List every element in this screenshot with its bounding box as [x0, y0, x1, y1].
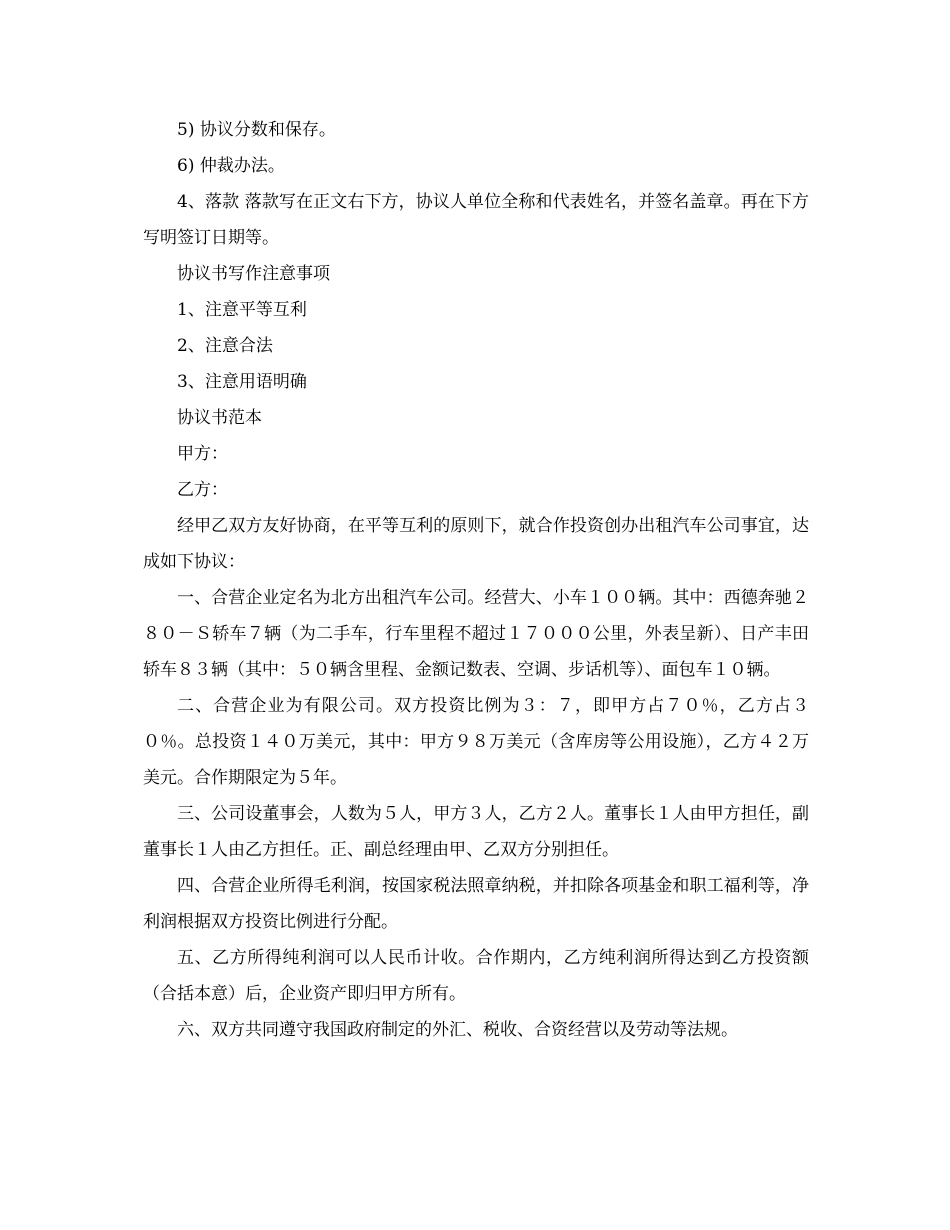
clause-4: 四、合营企业所得毛利润，按国家税法照章纳税，并扣除各项基金和职工福利等，净利润根据双方投资比例进行分配。 — [143, 876, 809, 932]
note-3-clarity: 3、注意用语明确 — [177, 372, 307, 392]
party-a: 甲方： — [177, 444, 228, 464]
heading-template: 协议书范本 — [177, 408, 262, 428]
clause-1: 一、合营企业定名为北方出租汽车公司。经营大、小车１００辆。其中：西德奔驰２８０－Ｓ轿车７辆（为二手车，行车里程不超过１７０００公里，外表呈新）、日产丰田轿车８３辆（其中：５０辆含里程、金额记数表、空调、步话机等）、面包车１０辆。 — [143, 588, 809, 680]
clause-3: 三、公司设董事会，人数为５人，甲方３人，乙方２人。董事长１人由甲方担任，副董事长１人由乙方担任。正、副总经理由甲、乙双方分别担任。 — [143, 804, 809, 860]
clause-6: 六、双方共同遵守我国政府制定的外汇、税收、合资经营以及劳动等法规。 — [177, 1020, 738, 1040]
clause-2: 二、合营企业为有限公司。双方投资比例为３：７，即甲方占７０％，乙方占３０％。总投资１４０万美元，其中：甲方９８万美元（含库房等公用设施），乙方４２万美元。合作期限定为５年。 — [143, 696, 809, 788]
note-2-legality: 2、注意合法 — [177, 336, 273, 356]
item-6-arbitration: 6) 仲裁办法。 — [177, 156, 285, 176]
item-5-storage: 5) 协议分数和保存。 — [177, 120, 336, 140]
note-1-equality: 1、注意平等互利 — [177, 300, 307, 320]
heading-writing-notes: 协议书写作注意事项 — [177, 264, 330, 284]
party-b: 乙方： — [177, 480, 228, 500]
preamble: 经甲乙双方友好协商，在平等互利的原则下，就合作投资创办出租汽车公司事宜，达成如下协议： — [143, 516, 809, 572]
document-page — [143, 112, 809, 1048]
section-4-signature: 4、落款 落款写在正文右下方，协议人单位全称和代表姓名，并签名盖章。再在下方写明签订日期等。 — [143, 192, 809, 248]
clause-5: 五、乙方所得纯利润可以人民币计收。合作期内，乙方纯利润所得达到乙方投资额（合括本意）后，企业资产即归甲方所有。 — [143, 948, 809, 1004]
